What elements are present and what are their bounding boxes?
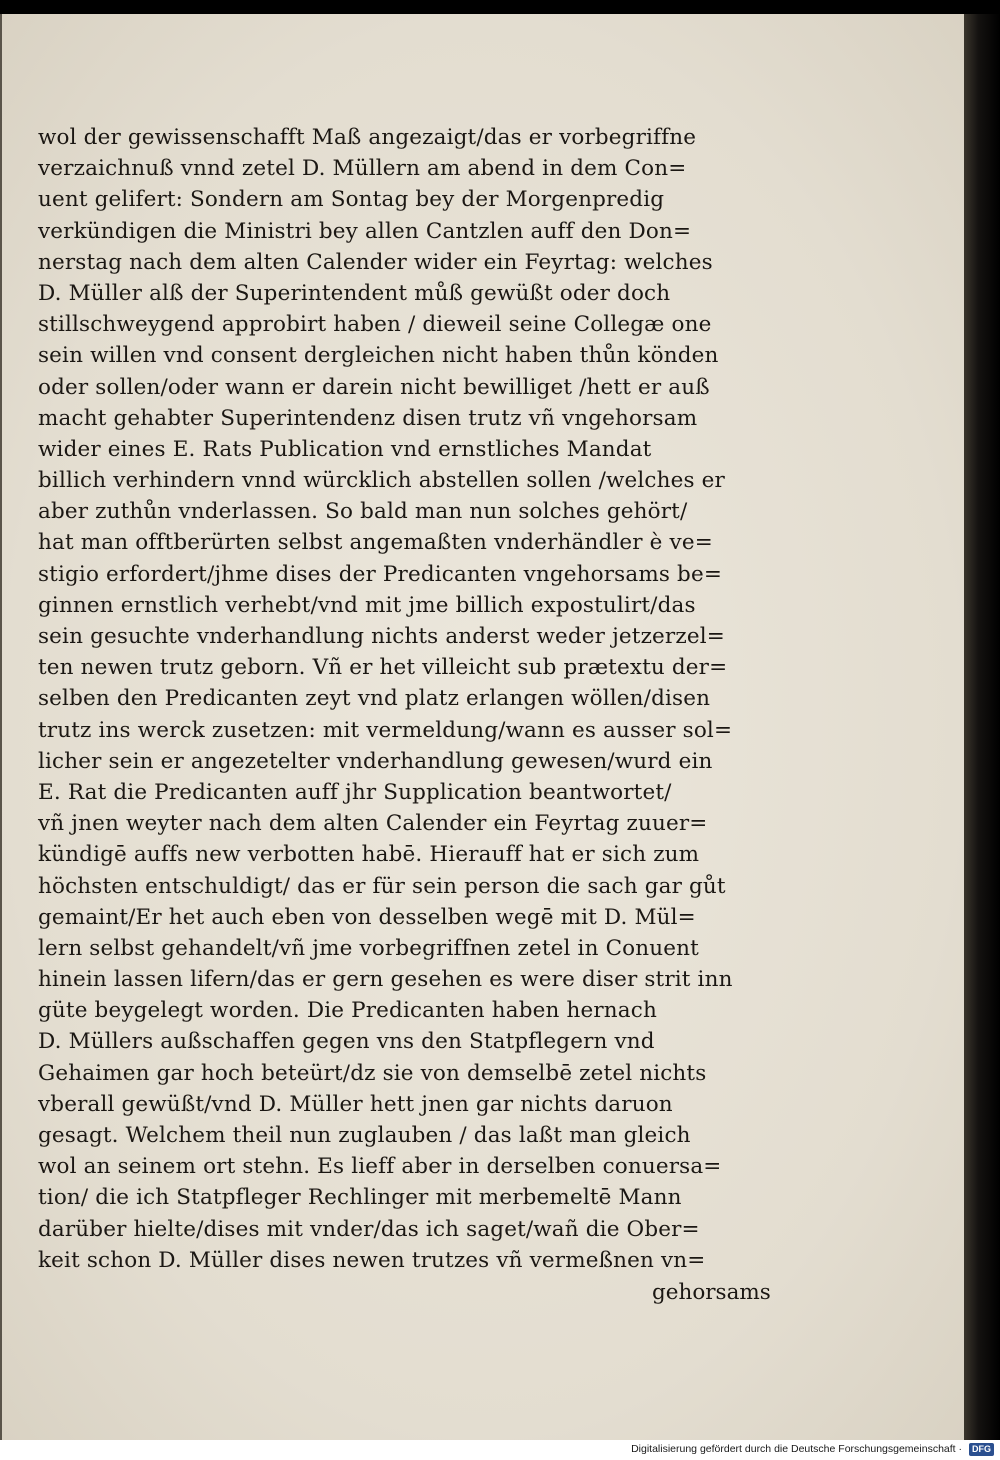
text-line: D. Müller alß der Superintendent můß gewüßt oder doch <box>38 280 671 306</box>
scanned-page <box>2 14 964 1440</box>
text-line: lern selbst gehandelt/vñ jme vorbegriffnen zetel in Conuent <box>38 935 699 961</box>
text-line: Gehaimen gar hoch beteürt/dz sie von demselbē zetel nichts <box>38 1060 707 1086</box>
text-line: nerstag nach dem alten Calender wider ein Feyrtag: welches <box>38 249 713 275</box>
text-line: verkündigen die Ministri bey allen Cantzlen auff den Don= <box>38 218 692 244</box>
text-line: trutz ins werck zusetzen: mit vermeldung/wann es ausser sol= <box>38 717 733 743</box>
body-text <box>38 122 758 1276</box>
text-line: verzaichnuß vnnd zetel D. Müllern am abend in dem Con= <box>38 156 687 182</box>
text-line: billich verhindern vnnd würcklich abstellen sollen /welches er <box>38 468 725 494</box>
text-line: sein willen vnd consent dergleichen nicht haben thůn könden <box>38 343 719 369</box>
text-line: D. Müllers außschaffen gegen vns den Statpflegern vnd <box>38 1029 655 1055</box>
text-line: wol an seinem ort stehn. Es lieff aber in derselben conuersa= <box>38 1154 722 1180</box>
text-line: darüber hielte/dises mit vnder/das ich saget/wañ die Ober= <box>38 1216 700 1242</box>
text-line: selben den Predicanten zeyt vnd platz erlangen wöllen/disen <box>38 686 711 712</box>
text-line: gesagt. Welchem theil nun zuglauben / das laßt man gleich <box>38 1123 691 1148</box>
text-line: stigio erfordert/jhme dises der Predicanten vngehorsams be= <box>38 561 722 587</box>
page-right-edge-shadow <box>964 14 1000 1440</box>
text-line: gemaint/Er het auch eben von desselben wegē mit D. Mül= <box>38 904 696 930</box>
text-line: vñ jnen weyter nach dem alten Calender ein Feyrtag zuuer= <box>38 811 708 837</box>
text-line: ten newen trutz geborn. Vñ er het villeicht sub prætextu der= <box>38 655 728 681</box>
dfg-logo: DFG <box>969 1443 994 1456</box>
text-line: vberall gewüßt/vnd D. Müller hett jnen gar nichts daruon <box>38 1091 673 1117</box>
text-line: oder sollen/oder wann er darein nicht bewilliget /hett er auß <box>38 374 710 400</box>
text-line: uent gelifert: Sondern am Sontag bey der Morgenpredig <box>38 187 665 213</box>
text-line: wider eines E. Rats Publication vnd ernstliches Mandat <box>38 436 652 462</box>
text-line: güte beygelegt worden. Die Predicanten haben hernach <box>38 998 657 1024</box>
text-line: keit schon D. Müller dises newen trutzes vñ vermeßnen vn= <box>38 1247 706 1273</box>
text-line: tion/ die ich Statpfleger Rechlinger mit merbemeltē Mann <box>38 1185 682 1211</box>
text-line: ginnen ernstlich verhebt/vnd mit jme billich expostulirt/das <box>38 592 696 618</box>
digitization-footer <box>0 1440 1000 1460</box>
text-line: hinein lassen lifern/das er gern gesehen es were diser strit inn <box>38 967 733 993</box>
funding-credit: Digitalisierung gefördert durch die Deutsche Forschungsgemeinschaft · <box>631 1443 962 1455</box>
text-line: hat man offtberürten selbst angemaßten vnderhändler è ve= <box>38 530 713 556</box>
text-line: höchsten entschuldigt/ das er für sein person die sach gar gůt <box>38 873 726 899</box>
text-line: licher sein er angezetelter vnderhandlung gewesen/wurd ein <box>38 748 713 774</box>
text-line: macht gehabter Superintendenz disen trutz vñ vngehorsam <box>38 405 698 431</box>
text-line: E. Rat die Predicanten auff jhr Supplication beantwortet/ <box>38 779 672 805</box>
text-line: stillschweygend approbirt haben / dieweil seine Collegæ one <box>38 312 712 338</box>
text-line: aber zuthůn vnderlassen. So bald man nun solches gehört/ <box>38 499 688 525</box>
text-line: kündigē auffs new verbotten habē. Hierauff hat er sich zum <box>38 842 700 868</box>
catchword: gehorsams <box>652 1280 771 1305</box>
text-line: wol der gewissenschafft Maß angezaigt/das er vorbegriffne <box>38 125 697 150</box>
text-line: sein gesuchte vnderhandlung nichts anderst weder jetzerzel= <box>38 624 725 649</box>
